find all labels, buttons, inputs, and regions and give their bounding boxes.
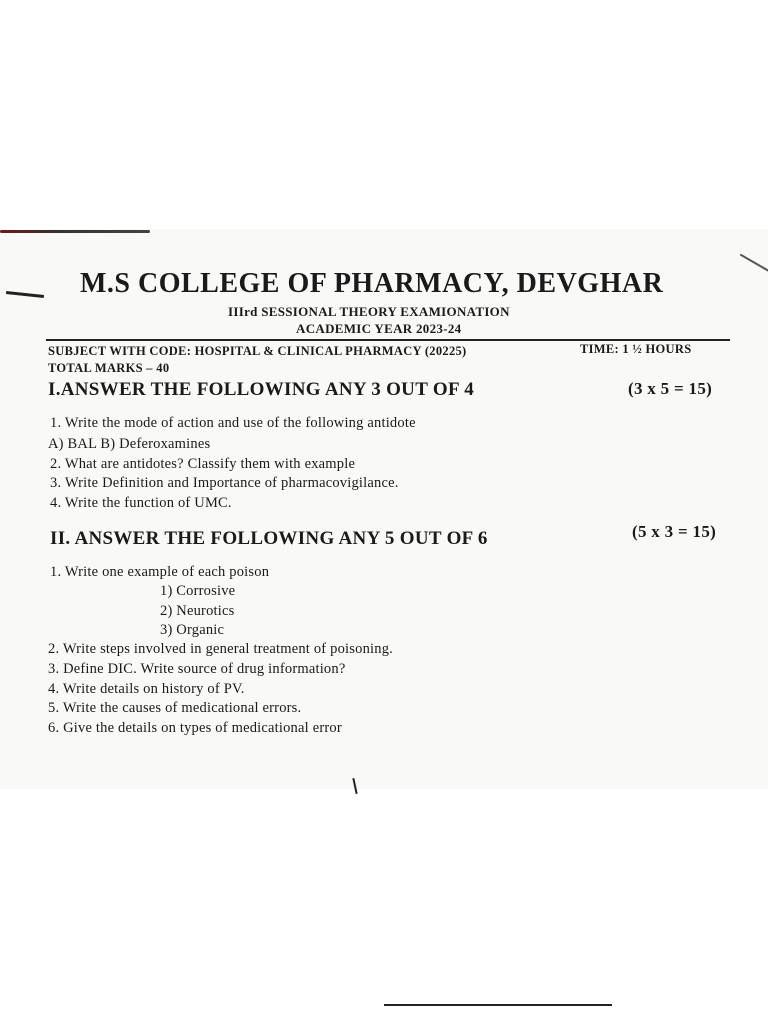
- section-2-question: 4. Write details on history of PV.: [48, 681, 245, 697]
- section-1-question: 3. Write Definition and Importance of pharmacovigilance.: [50, 475, 399, 491]
- section-2-sub-item: 2) Neurotics: [160, 603, 235, 619]
- section-2-question: 3. Define DIC. Write source of drug information?: [48, 661, 346, 677]
- header-divider: [46, 339, 730, 341]
- section-2-question: 1. Write one example of each poison: [50, 564, 270, 580]
- total-marks: TOTAL MARKS – 40: [48, 361, 170, 375]
- exam-title: IIIrd SESSIONAL THEORY EXAMIONATION: [228, 304, 510, 319]
- section-2-sub-item: 1) Corrosive: [160, 583, 236, 599]
- subject-code: SUBJECT WITH CODE: HOSPITAL & CLINICAL PHARMACY (20225): [48, 344, 467, 358]
- section-2-question: 5. Write the causes of medicational errors.: [48, 700, 302, 716]
- section-2-marks: (5 x 3 = 15): [632, 522, 717, 541]
- exam-time: TIME: 1 ½ HOURS: [580, 342, 692, 356]
- section-2-sub-item: 3) Organic: [160, 622, 225, 638]
- section-1-question: 2. What are antidotes? Classify them with example: [50, 456, 356, 472]
- bottom-underline: [384, 1004, 612, 1006]
- section-1-question: 4. Write the function of UMC.: [50, 495, 232, 511]
- section-1-title: I.ANSWER THE FOLLOWING ANY 3 OUT OF 4: [48, 379, 475, 400]
- section-2-title: II. ANSWER THE FOLLOWING ANY 5 OUT OF 6: [50, 528, 488, 549]
- scan-artifact-top-line: [0, 230, 150, 233]
- section-1-question: A) BAL B) Deferoxamines: [48, 436, 211, 452]
- section-2-question: 6. Give the details on types of medicational error: [48, 720, 342, 736]
- college-name: M.S COLLEGE OF PHARMACY, DEVGHAR: [80, 268, 664, 299]
- section-2-question: 2. Write steps involved in general treatment of poisoning.: [48, 641, 393, 657]
- section-1-question: 1. Write the mode of action and use of the following antidote: [50, 415, 416, 431]
- section-1-marks: (3 x 5 = 15): [628, 379, 713, 398]
- academic-year: ACADEMIC YEAR 2023-24: [296, 321, 462, 336]
